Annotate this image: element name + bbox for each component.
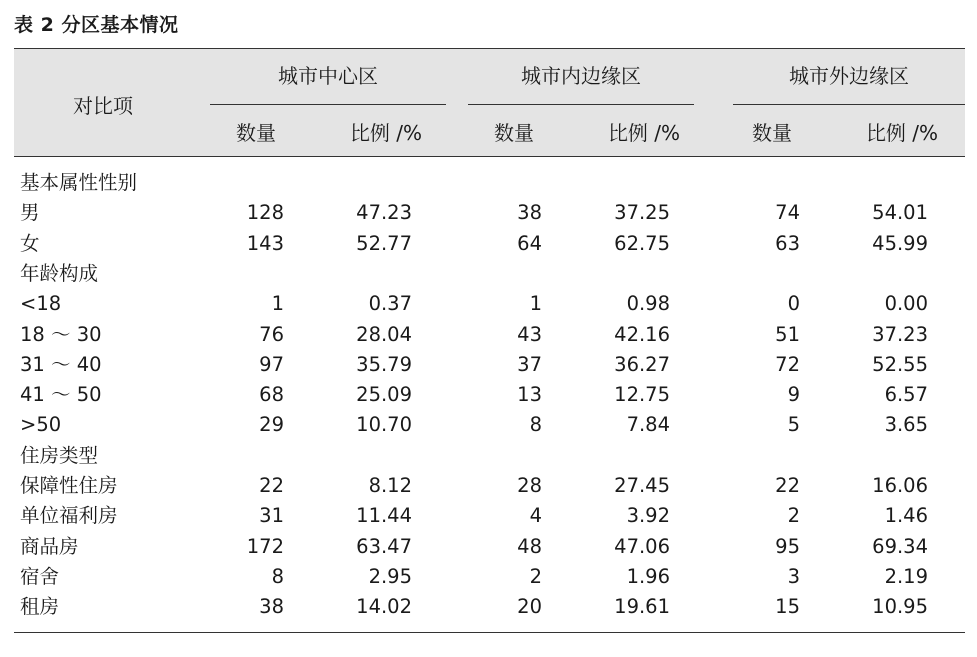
- subheader-ratio-inner-edge: 比例 /%: [607, 121, 681, 145]
- cell-ratio: 37.23: [872, 322, 928, 346]
- table-row: [0, 198, 977, 228]
- cell-count: 72: [775, 352, 800, 376]
- table-row: [0, 229, 977, 259]
- cell-ratio: 47.23: [356, 201, 412, 225]
- table-row: [0, 320, 977, 350]
- cell-count: 31: [259, 504, 284, 528]
- cell-ratio: 54.01: [872, 201, 928, 225]
- cell-count: 22: [259, 474, 284, 497]
- cell-count: 172: [246, 534, 284, 558]
- row-label: 住房类型: [20, 443, 99, 467]
- row-label: 单位福利房: [20, 504, 118, 528]
- cell-count: 48: [517, 534, 542, 558]
- subheader-ratio-outer-edge: 比例 /%: [865, 121, 939, 145]
- subheader-count-center: 数量: [236, 121, 276, 145]
- cell-ratio: 27.45: [614, 474, 670, 497]
- cell-count: 64: [517, 231, 542, 255]
- cell-count: 1: [529, 292, 542, 316]
- cell-count: 4: [529, 504, 542, 528]
- cell-ratio: 10.70: [356, 413, 412, 437]
- cell-ratio: 0.00: [884, 292, 928, 316]
- cell-ratio: 10.95: [872, 595, 928, 619]
- cell-ratio: 25.09: [356, 383, 412, 407]
- cell-ratio: 12.75: [614, 383, 670, 407]
- cell-ratio: 52.55: [872, 352, 928, 376]
- cell-ratio: 62.75: [614, 231, 670, 255]
- cell-count: 43: [517, 322, 542, 346]
- subheader-count-inner-edge: 数量: [494, 121, 534, 145]
- cell-ratio: 2.95: [368, 564, 412, 588]
- cell-ratio: 0.98: [626, 292, 670, 316]
- cell-count: 20: [517, 595, 542, 619]
- cell-ratio: 45.99: [872, 231, 928, 255]
- cell-count: 2: [787, 504, 800, 528]
- cell-count: 13: [517, 383, 542, 407]
- cell-ratio: 47.06: [614, 534, 670, 558]
- cell-ratio: 0.37: [368, 292, 412, 316]
- subheader-ratio-center: 比例 /%: [349, 121, 423, 145]
- cell-ratio: 6.57: [884, 383, 928, 407]
- cell-ratio: 19.61: [614, 595, 670, 619]
- cell-ratio: 35.79: [356, 352, 412, 376]
- cell-count: 38: [259, 595, 284, 619]
- cell-count: 28: [517, 474, 542, 497]
- cell-ratio: 69.34: [872, 534, 928, 558]
- table-top-rule: [14, 48, 965, 49]
- row-label: 宿舍: [20, 564, 60, 588]
- cell-ratio: 52.77: [356, 231, 412, 255]
- cell-count: 95: [775, 534, 800, 558]
- cell-count: 8: [529, 413, 542, 437]
- cell-count: 3: [787, 564, 800, 588]
- row-label: 基本属性性别: [20, 171, 138, 194]
- group-underline-center: [210, 104, 446, 105]
- subheader-count-outer-edge: 数量: [752, 121, 792, 145]
- row-label: 年龄构成: [20, 261, 99, 285]
- cell-count: 8: [271, 564, 284, 588]
- row-label: 商品房: [20, 534, 79, 558]
- header-group-outer-edge: 城市外边缘区: [789, 64, 909, 88]
- table-row: [0, 562, 977, 592]
- row-label: 男: [20, 201, 40, 225]
- cell-ratio: 37.25: [614, 201, 670, 225]
- cell-count: 37: [517, 352, 542, 376]
- cell-count: 2: [529, 564, 542, 588]
- table-title: 表 2 分区基本情况: [14, 14, 179, 36]
- table-row: [0, 501, 977, 531]
- cell-count: 38: [517, 201, 542, 225]
- cell-count: 97: [259, 352, 284, 376]
- table-row: [0, 380, 977, 410]
- header-group-inner-edge: 城市内边缘区: [521, 64, 641, 88]
- row-label: <18: [20, 292, 62, 316]
- cell-ratio: 63.47: [356, 534, 412, 558]
- cell-count: 0: [787, 292, 800, 316]
- row-label: 租房: [20, 595, 60, 619]
- cell-ratio: 14.02: [356, 595, 412, 619]
- table-bottom-rule: [14, 632, 965, 633]
- group-underline-outer-edge: [733, 104, 965, 105]
- cell-ratio: 2.19: [884, 564, 928, 588]
- row-label: 保障性住房: [20, 474, 118, 497]
- header-group-center: 城市中心区: [278, 64, 378, 88]
- cell-ratio: 42.16: [614, 322, 670, 346]
- cell-count: 1: [271, 292, 284, 316]
- table-row: [0, 471, 977, 501]
- cell-ratio: 8.12: [368, 474, 412, 497]
- row-label: 31 ～ 40: [20, 352, 102, 376]
- cell-count: 74: [775, 201, 800, 225]
- cell-count: 63: [775, 231, 800, 255]
- table-row: [0, 168, 977, 198]
- cell-count: 128: [246, 201, 284, 225]
- cell-ratio: 3.92: [626, 504, 670, 528]
- cell-count: 5: [787, 413, 800, 437]
- cell-ratio: 1.46: [884, 504, 928, 528]
- cell-count: 29: [259, 413, 284, 437]
- table-row: [0, 410, 977, 440]
- group-underline-inner-edge: [468, 104, 694, 105]
- table-row: [0, 350, 977, 380]
- cell-count: 9: [787, 383, 800, 407]
- header-bottom-rule: [14, 156, 965, 157]
- cell-count: 68: [259, 383, 284, 407]
- header-corner-label: 对比项: [73, 94, 133, 118]
- cell-ratio: 3.65: [884, 413, 928, 437]
- table-row: [0, 441, 977, 471]
- cell-count: 22: [775, 474, 800, 497]
- cell-ratio: 1.96: [626, 564, 670, 588]
- row-label: 41 ～ 50: [20, 383, 102, 407]
- cell-ratio: 36.27: [614, 352, 670, 376]
- table-row: [0, 532, 977, 562]
- cell-count: 15: [775, 595, 800, 619]
- cell-count: 143: [246, 231, 284, 255]
- row-label: >50: [20, 413, 62, 437]
- table-row: [0, 259, 977, 289]
- row-label: 女: [20, 231, 40, 255]
- cell-ratio: 16.06: [872, 474, 928, 497]
- cell-ratio: 7.84: [626, 413, 670, 437]
- table-row: [0, 289, 977, 319]
- cell-ratio: 28.04: [356, 322, 412, 346]
- table-row: [0, 592, 977, 622]
- cell-count: 76: [259, 322, 284, 346]
- cell-ratio: 11.44: [356, 504, 412, 528]
- row-label: 18 ～ 30: [20, 322, 102, 346]
- cell-count: 51: [775, 322, 800, 346]
